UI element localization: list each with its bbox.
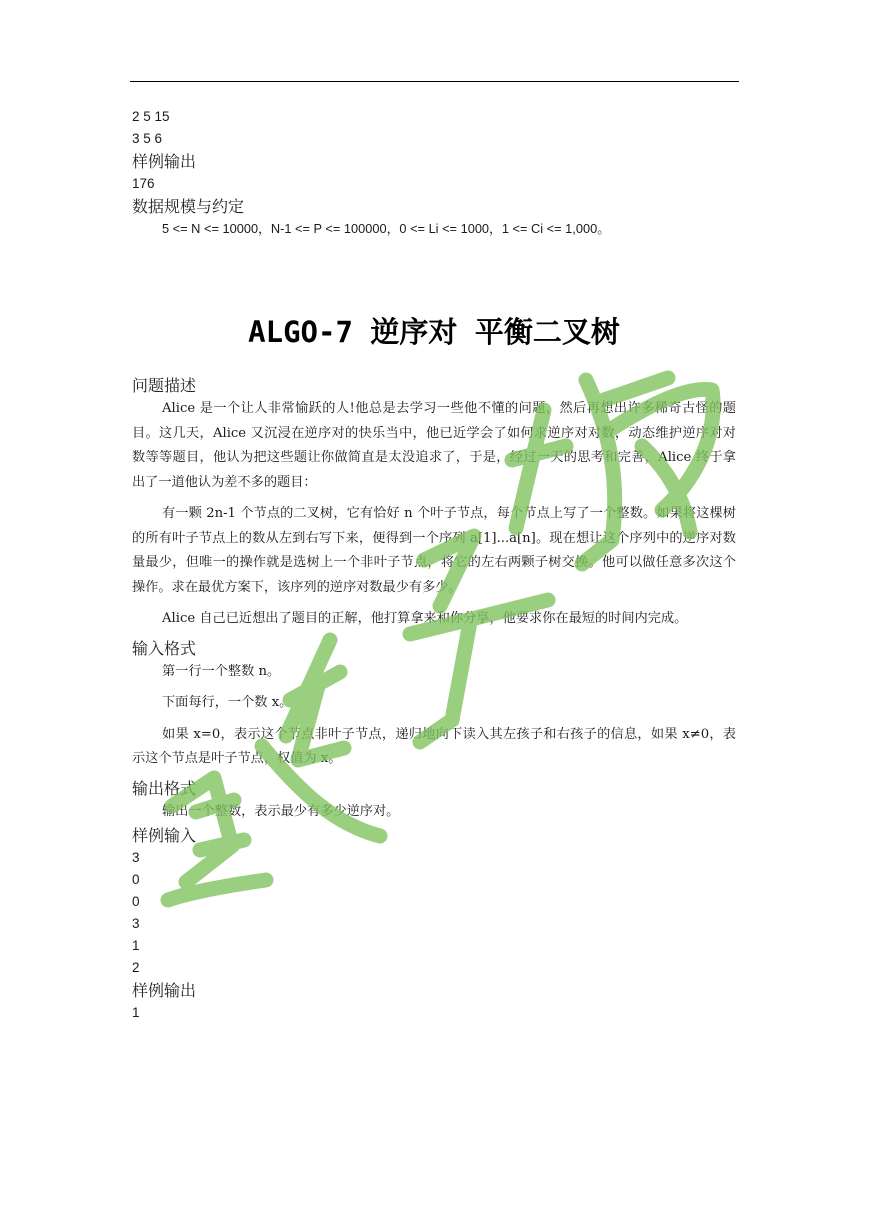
sample-input-line: 0 [132, 872, 140, 887]
problem-title: ALGO-7 逆序对 平衡二叉树 [248, 315, 620, 349]
document-page [132, 106, 736, 1024]
sample-input-line: 2 [132, 960, 140, 975]
output-text: 输出一个整数，表示最少有多少逆序对。 [162, 803, 400, 819]
input-paragraph-1: 第一行一个整数 n。 [162, 663, 281, 679]
output-heading: 输出格式 [132, 778, 197, 798]
desc-heading: 问题描述 [132, 376, 197, 395]
sample-input-line: 3 [132, 916, 140, 931]
input-heading: 输入格式 [132, 638, 197, 658]
prev-output-heading: 样例输出 [132, 152, 197, 171]
prev-input-line-1: 2 5 15 [132, 109, 170, 124]
sample-input-line: 0 [132, 894, 140, 909]
input-paragraph-2: 下面每行，一个数 x。 [162, 695, 293, 710]
desc-paragraph-1: Alice 是一个让人非常愉跃的人!他总是去学习一些他不懂的问题，然后再想出许多稀奇古怪的题目。这几天，Alice 又沉浸在逆序对的快乐当中，他已近学会了如何求逆序对对数，动态维护逆序对对数等等题目，他认为把这些题让你做简直是太没追求了，于是，经过一天的思考和完善，Alice 终于拿出了一道他认为差不多的题目： [132, 401, 736, 490]
input-paragraph-3: 如果 x=0，表示这个节点非叶子节点，递归地向下读入其左孩子和右孩子的信息，如果 x≠0，表示这个节点是叶子节点，权值为 x。 [132, 726, 736, 766]
prev-scale-heading: 数据规模与约定 [132, 197, 245, 216]
desc-paragraph-2: 有一颗 2n-1 个节点的二叉树，它有恰好 n 个叶子节点，每个节点上写了一个整数。如果将这棵树的所有叶子节点上的数从左到右写下来，便得到一个序列 a[1]...a[n]。现在想让这个序列中的逆序对数量最少，但唯一的操作就是选树上一个非叶子节点，将它的左右两颗子树交换。他可以做任意多次这个操作。求在最优方案下，该序列的逆序对数最少有多少。 [132, 506, 736, 595]
sample-input-line: 3 [132, 850, 140, 865]
prev-output-value: 176 [132, 176, 155, 191]
sample-input-line: 1 [132, 938, 140, 953]
desc-paragraph-3: Alice 自己已近想出了题目的正解，他打算拿来和你分享，他要求你在最短的时间内完成。 [162, 611, 688, 626]
sample-output-line: 1 [132, 1005, 140, 1020]
sample-output-heading: 样例输出 [132, 981, 197, 1000]
prev-scale-text: 5 <= N <= 10000，N-1 <= P <= 100000，0 <= Li <= 1000，1 <= Ci <= 1,000。 [162, 221, 610, 236]
prev-input-line-2: 3 5 6 [132, 131, 163, 146]
header-rule [130, 81, 739, 82]
sample-input-heading: 样例输入 [132, 826, 197, 845]
